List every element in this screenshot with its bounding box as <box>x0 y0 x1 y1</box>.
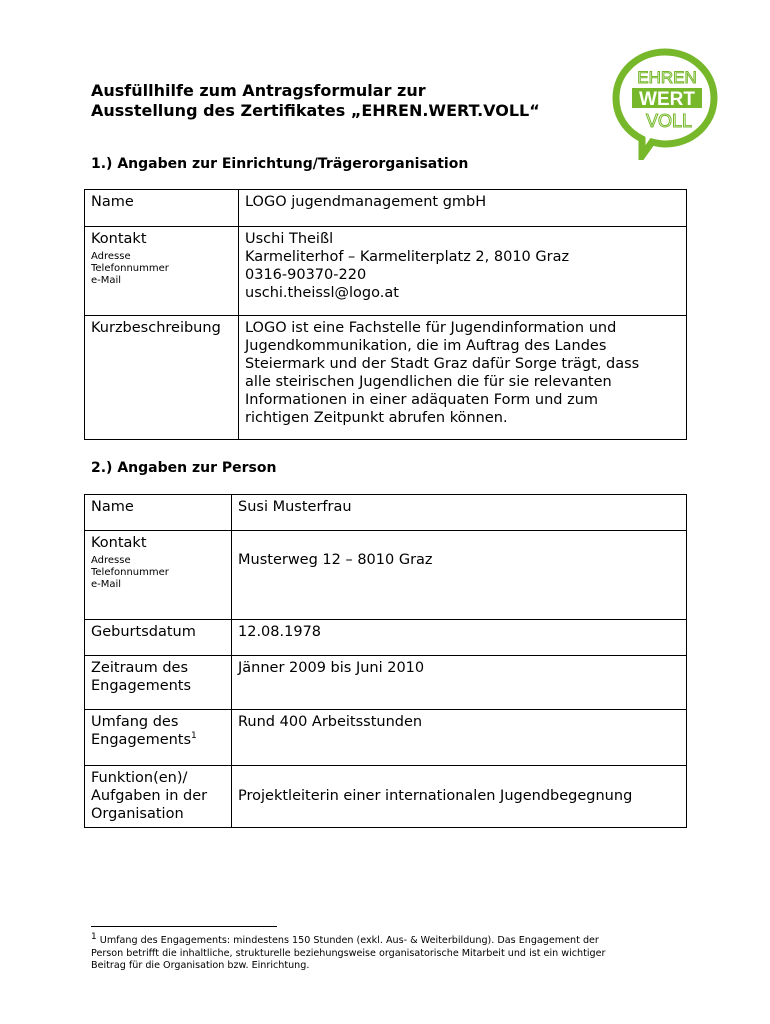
period-value: Jänner 2009 bis Juni 2010 <box>232 656 687 710</box>
contact-person: Uschi Theißl <box>245 231 334 247</box>
person-contact-value-cell <box>232 531 687 620</box>
section-2-heading: 2.) Angaben zur Person <box>91 460 277 476</box>
person-contact-sublabels <box>91 555 225 591</box>
ehren-wert-voll-logo <box>612 48 718 160</box>
table-row <box>85 766 687 828</box>
org-contact-label: Kontakt <box>91 231 147 247</box>
sublabel-email: e-Mail <box>91 275 122 286</box>
sublabel-phone: Telefonnummer <box>91 263 169 274</box>
sublabel-address: Adresse <box>91 555 131 566</box>
org-contact-label-cell <box>85 227 239 316</box>
function-label-line: Organisation <box>91 806 184 822</box>
table-row <box>85 710 687 766</box>
table-row <box>85 495 687 531</box>
org-description-label: Kurzbeschreibung <box>85 316 239 440</box>
function-label <box>85 766 232 828</box>
table-row <box>85 316 687 440</box>
title-line-1: Ausfüllhilfe zum Antragsformular zur <box>91 81 426 100</box>
table-row <box>85 620 687 656</box>
period-label-line: Engagements <box>91 678 192 694</box>
function-label-line: Funktion(en)/ <box>91 770 188 786</box>
person-contact-label-cell <box>85 531 232 620</box>
person-name-value: Susi Musterfrau <box>232 495 687 531</box>
table-row <box>85 227 687 316</box>
contact-phone: 0316-90370-220 <box>245 267 367 283</box>
description-line: alle steirischen Jugendlichen die für sie relevanten <box>245 374 612 390</box>
footnote-text: Umfang des Engagements: mindestens 150 Stunden (exkl. Aus- & Weiterbildung). Das Engagement der <box>99 935 599 946</box>
footnote-reference[interactable]: 1 <box>191 731 197 742</box>
table-row <box>85 656 687 710</box>
org-contact-value <box>239 227 687 316</box>
logo-word-ehren: EHREN <box>637 68 697 87</box>
scope-label-line: Umfang des <box>91 714 179 730</box>
birthdate-value: 12.08.1978 <box>232 620 687 656</box>
table-row <box>85 531 687 620</box>
contact-email: uschi.theissl@logo.at <box>245 285 399 301</box>
sublabel-address: Adresse <box>91 251 131 262</box>
logo-word-voll: VOLL <box>645 111 693 131</box>
scope-label-line: Engagements <box>91 732 192 748</box>
logo-word-wert: WERT <box>639 89 695 110</box>
description-line: LOGO ist eine Fachstelle für Jugendinformation und <box>245 320 617 336</box>
description-line: Informationen in einer adäquaten Form und zum <box>245 392 599 408</box>
function-label-line: Aufgaben in der <box>91 788 208 804</box>
scope-label-line-with-ref <box>91 731 225 749</box>
org-name-label: Name <box>85 190 239 227</box>
birthdate-label: Geburtsdatum <box>85 620 232 656</box>
table-row <box>85 190 687 227</box>
function-value: Projektleiterin einer internationalen Jugendbegegnung <box>232 766 687 828</box>
title-line-2: Ausstellung des Zertifikates „EHREN.WERT.VOLL“ <box>91 101 540 120</box>
section-1-heading: 1.) Angaben zur Einrichtung/Trägerorganisation <box>91 156 469 172</box>
description-line: Steiermark und der Stadt Graz dafür Sorge trägt, dass <box>245 356 640 372</box>
org-name-value: LOGO jugendmanagement gmbH <box>239 190 687 227</box>
scope-label <box>85 710 232 766</box>
scope-value: Rund 400 Arbeitsstunden <box>232 710 687 766</box>
sublabel-email: e-Mail <box>91 579 122 590</box>
footnote-separator <box>91 926 277 927</box>
period-label-line: Zeitraum des <box>91 660 189 676</box>
organisation-table <box>84 189 687 440</box>
description-line: richtigen Zeitpunkt abrufen können. <box>245 410 508 426</box>
footnote-line-2: Person betrifft die inhaltliche, strukturelle beziehungsweise organisatorische Mitarbeit und ist ein wichtiger <box>91 947 606 959</box>
person-name-label: Name <box>85 495 232 531</box>
person-contact-value: Musterweg 12 – 8010 Graz <box>238 552 433 568</box>
document-title <box>91 81 611 121</box>
description-line: Jugendkommunikation, die im Auftrag des Landes <box>245 338 607 354</box>
sublabel-phone: Telefonnummer <box>91 567 169 578</box>
period-label <box>85 656 232 710</box>
org-contact-sublabels <box>91 251 232 287</box>
org-description-value <box>239 316 687 440</box>
footnote-line-3: Beitrag für die Organisation bzw. Einrichtung. <box>91 960 310 971</box>
footnote <box>91 931 691 973</box>
person-table <box>84 494 687 828</box>
footnote-line-1 <box>91 931 691 948</box>
person-contact-label: Kontakt <box>91 535 147 551</box>
contact-address: Karmeliterhof – Karmeliterplatz 2, 8010 Graz <box>245 249 570 265</box>
footnote-number: 1 <box>91 931 97 942</box>
